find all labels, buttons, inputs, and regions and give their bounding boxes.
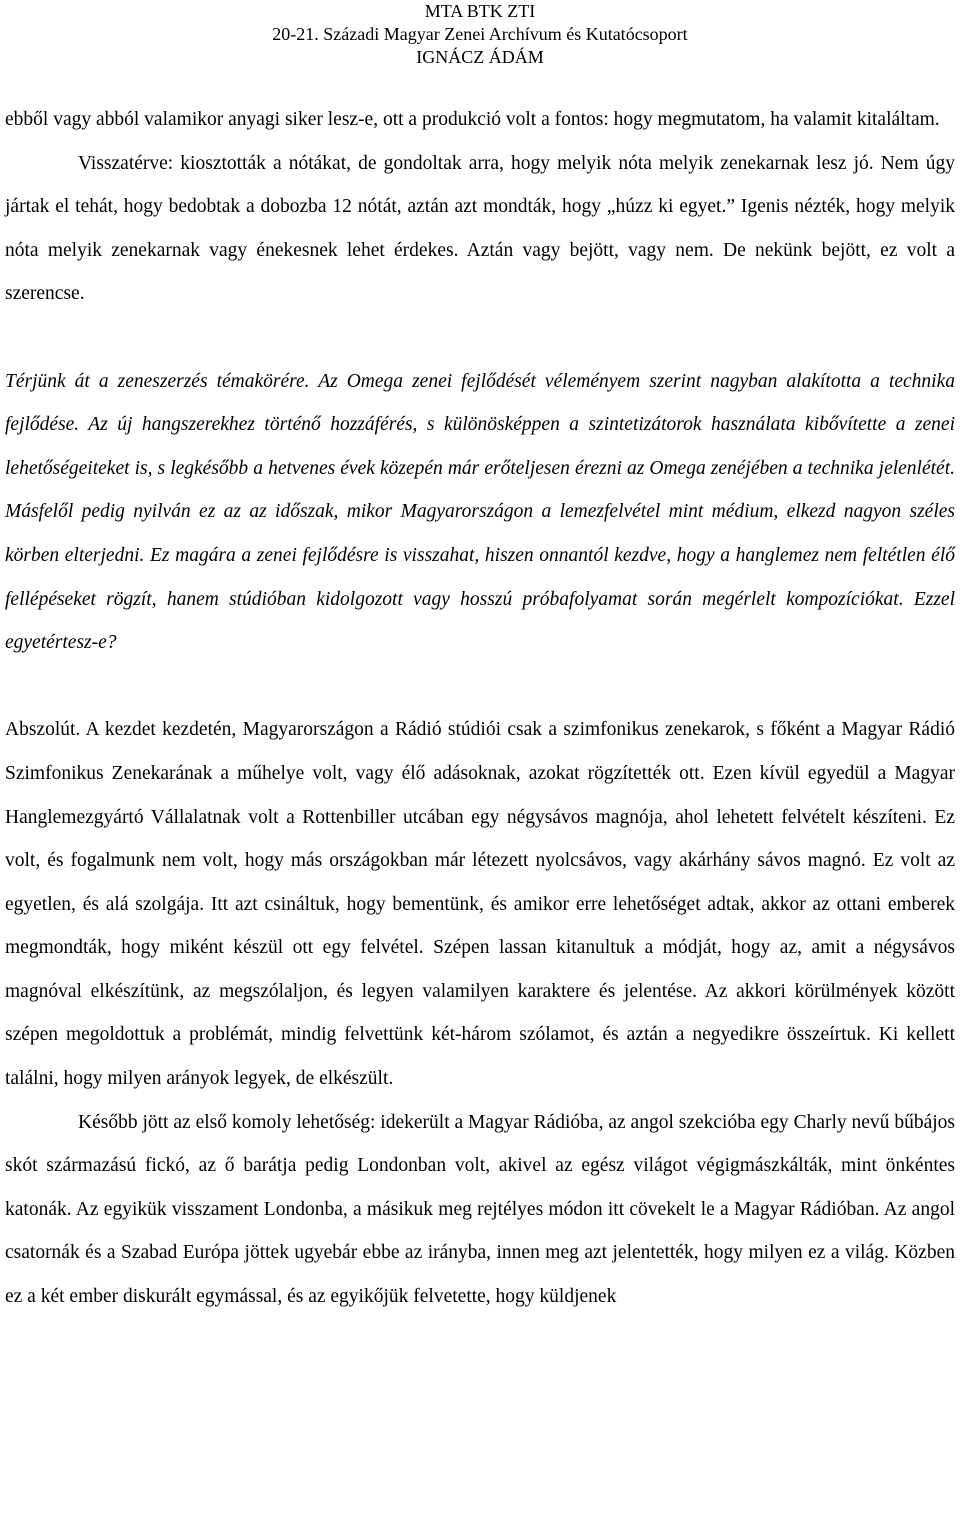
header-author: IGNÁCZ ÁDÁM <box>416 47 544 67</box>
interviewer-question: Térjünk át a zeneszerzés témakörére. Az Omega zenei fejlődését véleményem szerint nagyban alakította a technika fejlődése. Az új hangszerekhez történő hozzáférés, s különösképpen a szintetizátorok használata kibővítette a zenei lehetőségeiteket is, s legkésőbb a hetvenes évek közepén már erőteljesen érezni az Omega zenéjében a technika jelenlétét. Másfelől pedig nyilván ez az az időszak, mikor Magyarországon a lemezfelvétel mint médium, elkezd nagyon széles körben elterjedni. Ez magára a zenei fejlődésre is visszahat, hiszen onnantól kezdve, hogy a hanglemez nem feltétlen élő fellépéseket rögzít, hanem stúdióban kidolgozott vagy hosszú próbafolyamat során megérlelt kompozíciókat. Ezzel egyetértesz-e? <box>5 370 955 654</box>
header-research-group: 20-21. Századi Magyar Zenei Archívum és Kutatócsoport <box>272 24 688 44</box>
text-body <box>5 98 955 1319</box>
page-header <box>5 0 955 69</box>
paragraph-gap <box>5 665 955 709</box>
header-institution: MTA BTK ZTI <box>424 1 536 21</box>
answer-paragraph: Később jött az első komoly lehetőség: idekerült a Magyar Rádióba, az angol szekcióba egy Charly nevű bűbájos skót származású fickó, az ő barátja pedig Londonban volt, akivel az egész világot végigmászkálták, mint önkéntes katonák. Az egyikük visszament Londonba, a másikuk meg rejtélyes módon itt cövekelt le a Magyar Rádióban. Az angol csatornák és a Szabad Európa jöttek ugyebár ebbe az irányba, innen meg azt jelentették, hogy milyen ez a világ. Közben ez a két ember diskurált egymással, és az egyikőjük felvetette, hogy küldjenek <box>5 1111 955 1308</box>
answer-paragraph: Abszolút. A kezdet kezdetén, Magyarországon a Rádió stúdiói csak a szimfonikus zenekarok, s főként a Magyar Rádió Szimfonikus Zenekarának a műhelye volt, vagy élő adásoknak, azokat rögzítették ott. Ezen kívül egyedül a Magyar Hanglemezgyártó Vállalatnak volt a Rottenbiller utcában egy négysávos magnója, ahol lehetett felvételt készíteni. Ez volt, és fogalmunk nem volt, hogy más országokban már létezett nyolcsávos, vagy akárhány sávos magnó. Ez volt az egyetlen, és alá szolgája. Itt azt csináltuk, hogy bementünk, és amikor erre lehetőséget adtak, akkor az ottani emberek megmondták, hogy miként készül ott egy felvétel. Szépen lassan kitanultuk a módját, hogy az, amit a négysávos magnóval elkészítünk, az megszólaljon, és legyen valamilyen karaktere és jelentése. Az akkori körülmények között szépen megoldottuk a problémát, mindig felvettünk két-három szólamot, és aztán a negyedikre összeírtuk. Ki kellett találni, hogy milyen arányok legyek, de elkészült. <box>5 719 955 1090</box>
paragraph-gap <box>5 316 955 360</box>
paragraph-return: Visszatérve: kiosztották a nótákat, de gondoltak arra, hogy melyik nóta melyik zenekarnak lesz jó. Nem úgy jártak el tehát, hogy bedobtak a dobozba 12 nótát, aztán azt mondták, hogy „húzz ki egyet.” Igenis nézték, hogy melyik nóta melyik zenekarnak vagy énekesnek lehet érdekes. Aztán vagy bejött, vagy nem. De nekünk bejött, ez volt a szerencse. <box>5 152 955 305</box>
paragraph-continuation: ebből vagy abból valamikor anyagi siker lesz-e, ott a produkció volt a fontos: hogy megmutatom, ha valamit kitaláltam. <box>5 109 940 130</box>
